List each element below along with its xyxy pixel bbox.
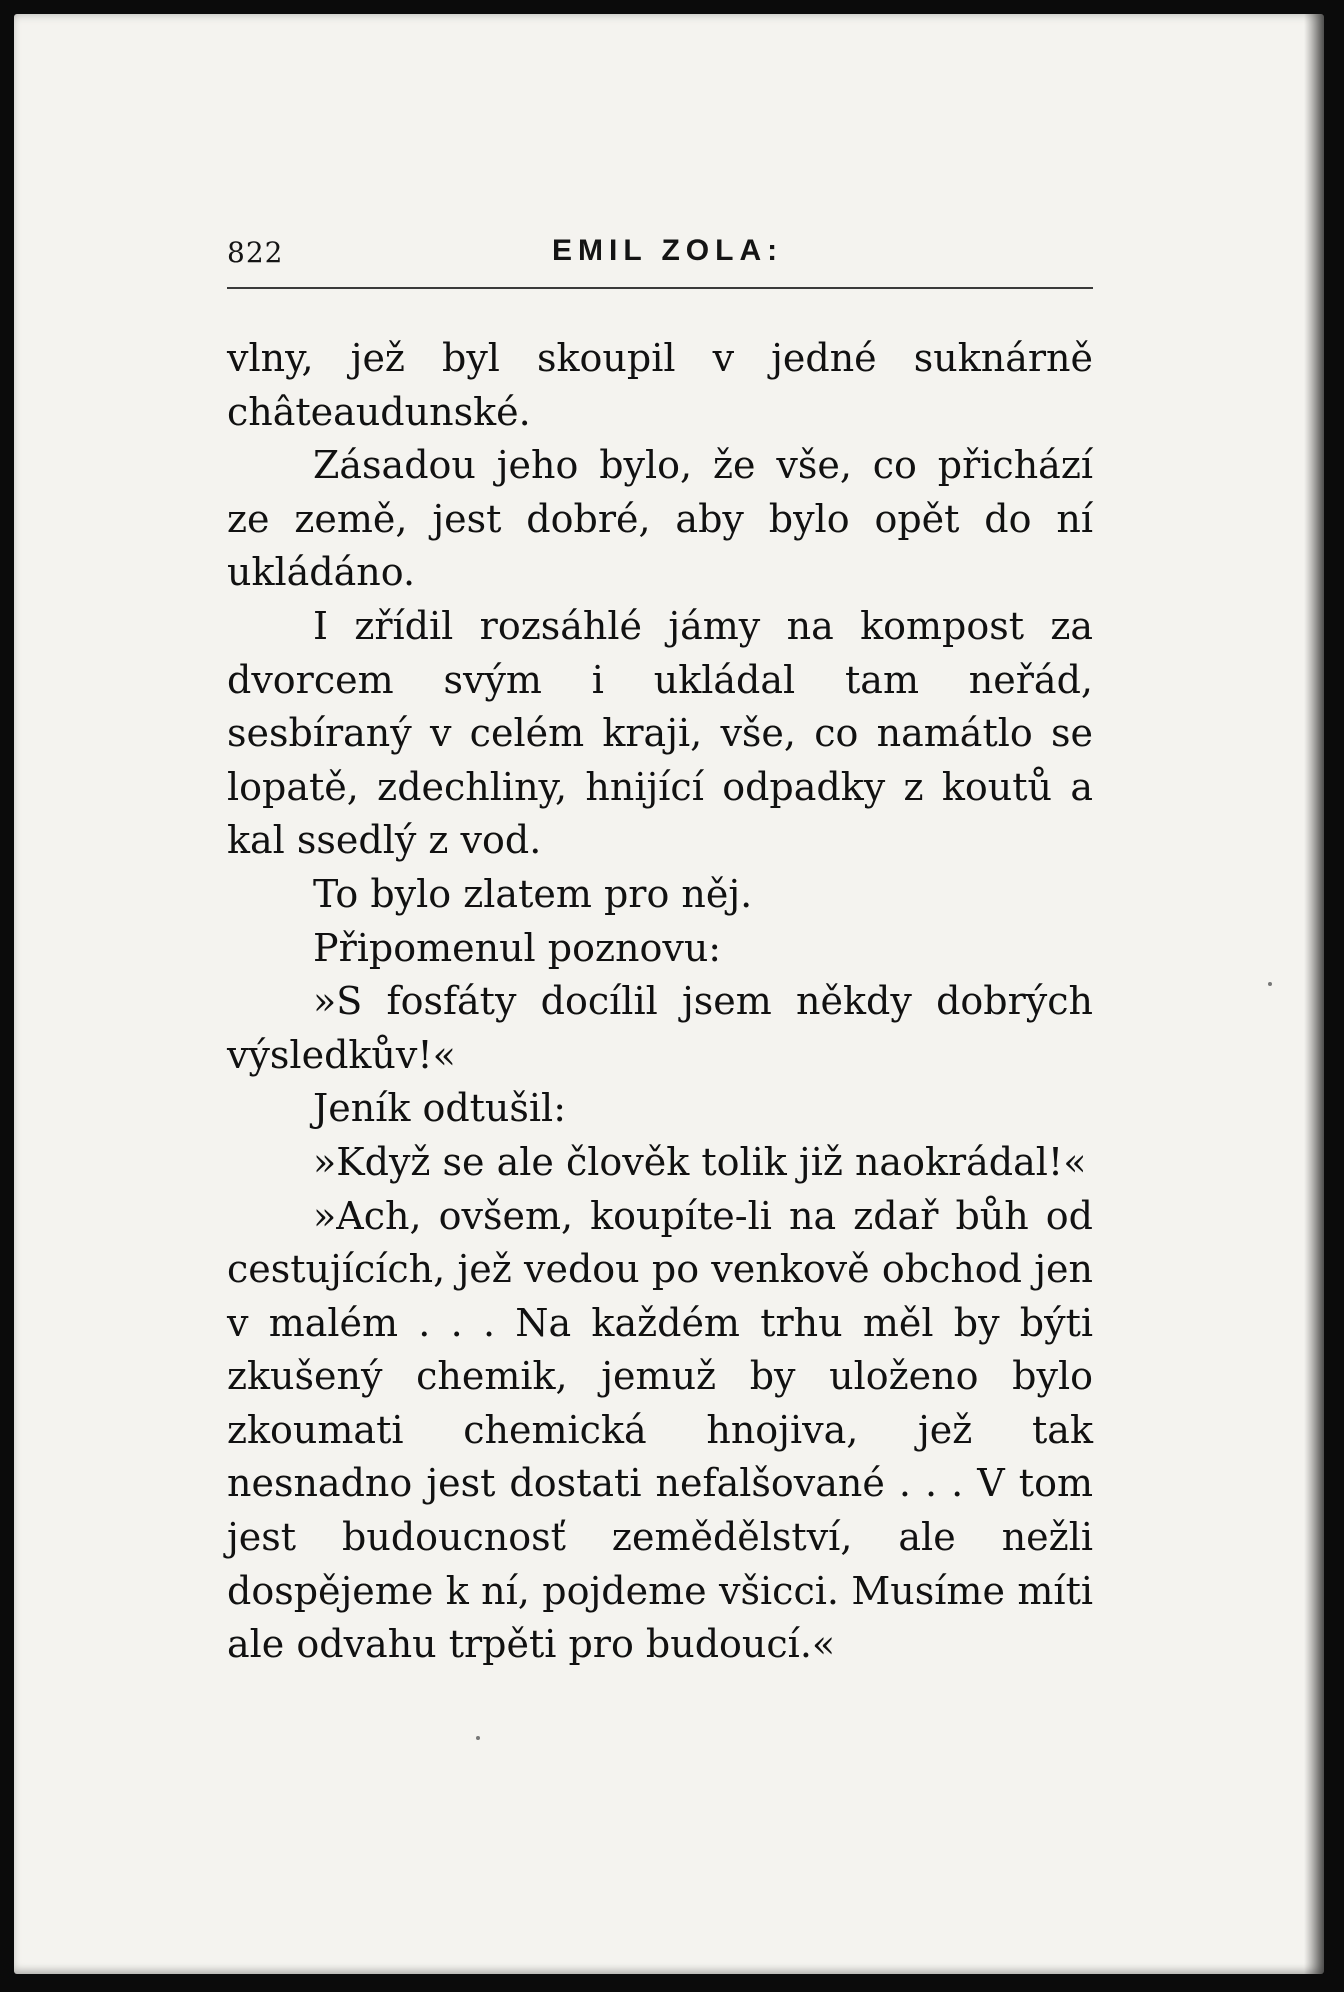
ink-speck xyxy=(476,1736,480,1740)
header-rule xyxy=(227,287,1093,289)
paragraph: Připomenul poznovu: xyxy=(313,925,722,970)
page-edge-shadow xyxy=(1304,14,1324,1974)
body-text xyxy=(227,332,1093,1672)
running-head xyxy=(227,226,1093,276)
page-number: 822 xyxy=(227,236,284,269)
dialogue-line: »Ach, ovšem, koupíte-li na zdař bůh od cestujících, jež vedou po venkově obchod jen v malém . . . Na každém trhu měl by býti zkušený chemik, jemuž by uloženo bylo zkoumati chemická hnojiva, jež tak nesnadno jest dostati nefalšované . . . V tom jest budoucnosť zemědělství, ale nežli dospějeme k ní, pojdeme všicci. Musíme míti ale odvahu trpěti pro budoucí.« xyxy=(227,1193,1093,1667)
dialogue-line: »S fosfáty docílil jsem někdy dobrých výsledkův!« xyxy=(227,979,1093,1077)
paragraph: To bylo zlatem pro něj. xyxy=(313,871,753,916)
paragraph: I zřídil rozsáhlé jámy na kompost za dvorcem svým i ukládal tam neřád, sesbíraný v celém kraji, vše, co namátlo se lopatě, zdechliny, hnijící odpadky z koutů a kal ssedlý z vod. xyxy=(227,603,1093,863)
dialogue-line: »Když se ale člověk tolik již naokrádal!« xyxy=(313,1139,1087,1184)
running-head-author: EMIL ZOLA: xyxy=(552,234,784,267)
ink-speck xyxy=(1268,982,1272,986)
paragraph: Zásadou jeho bylo, že vše, co přichází ze země, jest dobré, aby bylo opět do ní ukládáno. xyxy=(227,443,1093,595)
paragraph: Jeník odtušil: xyxy=(313,1086,567,1131)
paragraph-continuation: vlny, jež byl skoupil v jedné suknárně châteaudunské. xyxy=(227,336,1093,434)
